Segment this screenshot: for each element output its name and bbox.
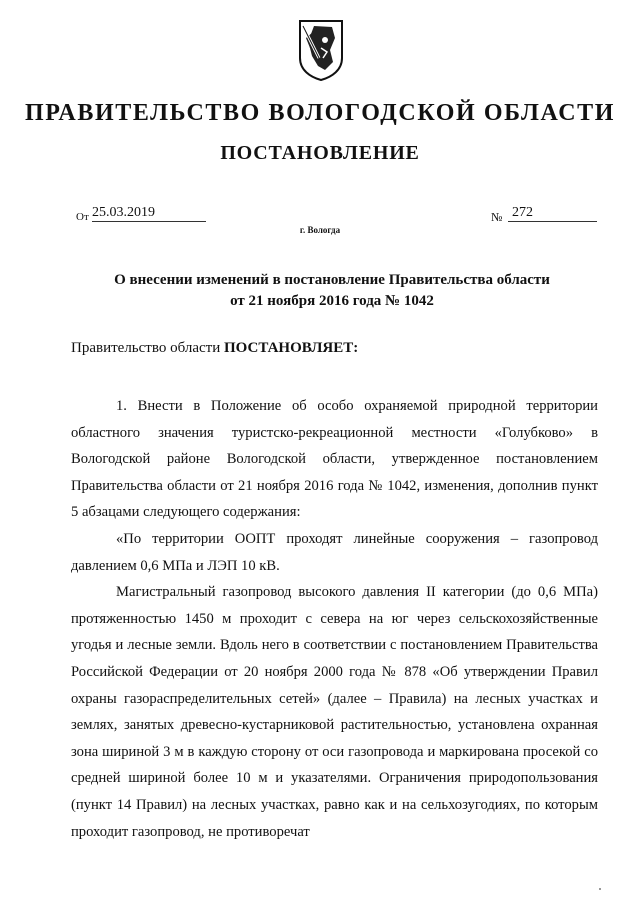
body-paragraph: «По территории ООПТ проходят линейные сооружения – газопровод давлением 0,6 МПа и ЛЭП 10 кВ.: [71, 530, 598, 574]
document-date: 25.03.2019: [92, 205, 206, 222]
document-type: ПОСТАНОВЛЕНИЕ: [220, 142, 420, 164]
document-body: [71, 393, 598, 845]
preamble-text: Правительство области: [71, 340, 221, 356]
coat-of-arms-icon: [297, 18, 345, 82]
city: г. Вологда: [299, 225, 341, 235]
body-paragraph: 1. Внести в Положение об особо охраняемой природной территории областного значения туристско-рекреационной местности «Голубково» в Вологодской районе Вологодской области, утвержденное постановлением Правительства области от 21 ноября 2016 года № 1042, изменения, дополнив пункт 5 абзацами следующего содержания:: [71, 398, 598, 521]
subject-line-2: от 21 ноября 2016 года № 1042: [230, 293, 434, 309]
document-number: 272: [508, 205, 597, 222]
preamble: [71, 340, 358, 357]
government-title: ПРАВИТЕЛЬСТВО ВОЛОГОДСКОЙ ОБЛАСТИ: [24, 100, 616, 126]
subject-line-1: О внесении изменений в постановление Правительства области: [114, 272, 550, 288]
document-subject: [60, 270, 604, 312]
preamble-bold: ПОСТАНОВЛЯЕТ:: [223, 340, 359, 356]
date-label: От: [76, 211, 89, 223]
body-paragraph: Магистральный газопровод высокого давления II категории (до 0,6 МПа) протяженностью 1450 м проходит с севера на юг через сельскохозяйственные угодья и лесные земли. Вдоль него в соответствии с постановлением Правительства Российской Федерации от 20 ноября 2000 года № 878 «Об утверждении Правил охраны газораспределительных сетей» (далее – Правила) на лесных участках и землях, занятых древесно-кустарниковой растительностью, установлена охранная зона шириной 3 м в каждую сторону от оси газопровода и маркирована просекой со средней шириной более 10 м и указателями. Ограничения природопользования (пункт 14 Правил) на лесных участках, равно как и на сельхозугодиях, по которым проходит газопровод, не противоречат: [71, 584, 598, 840]
number-label: №: [491, 210, 503, 224]
scan-speck: [599, 888, 601, 890]
